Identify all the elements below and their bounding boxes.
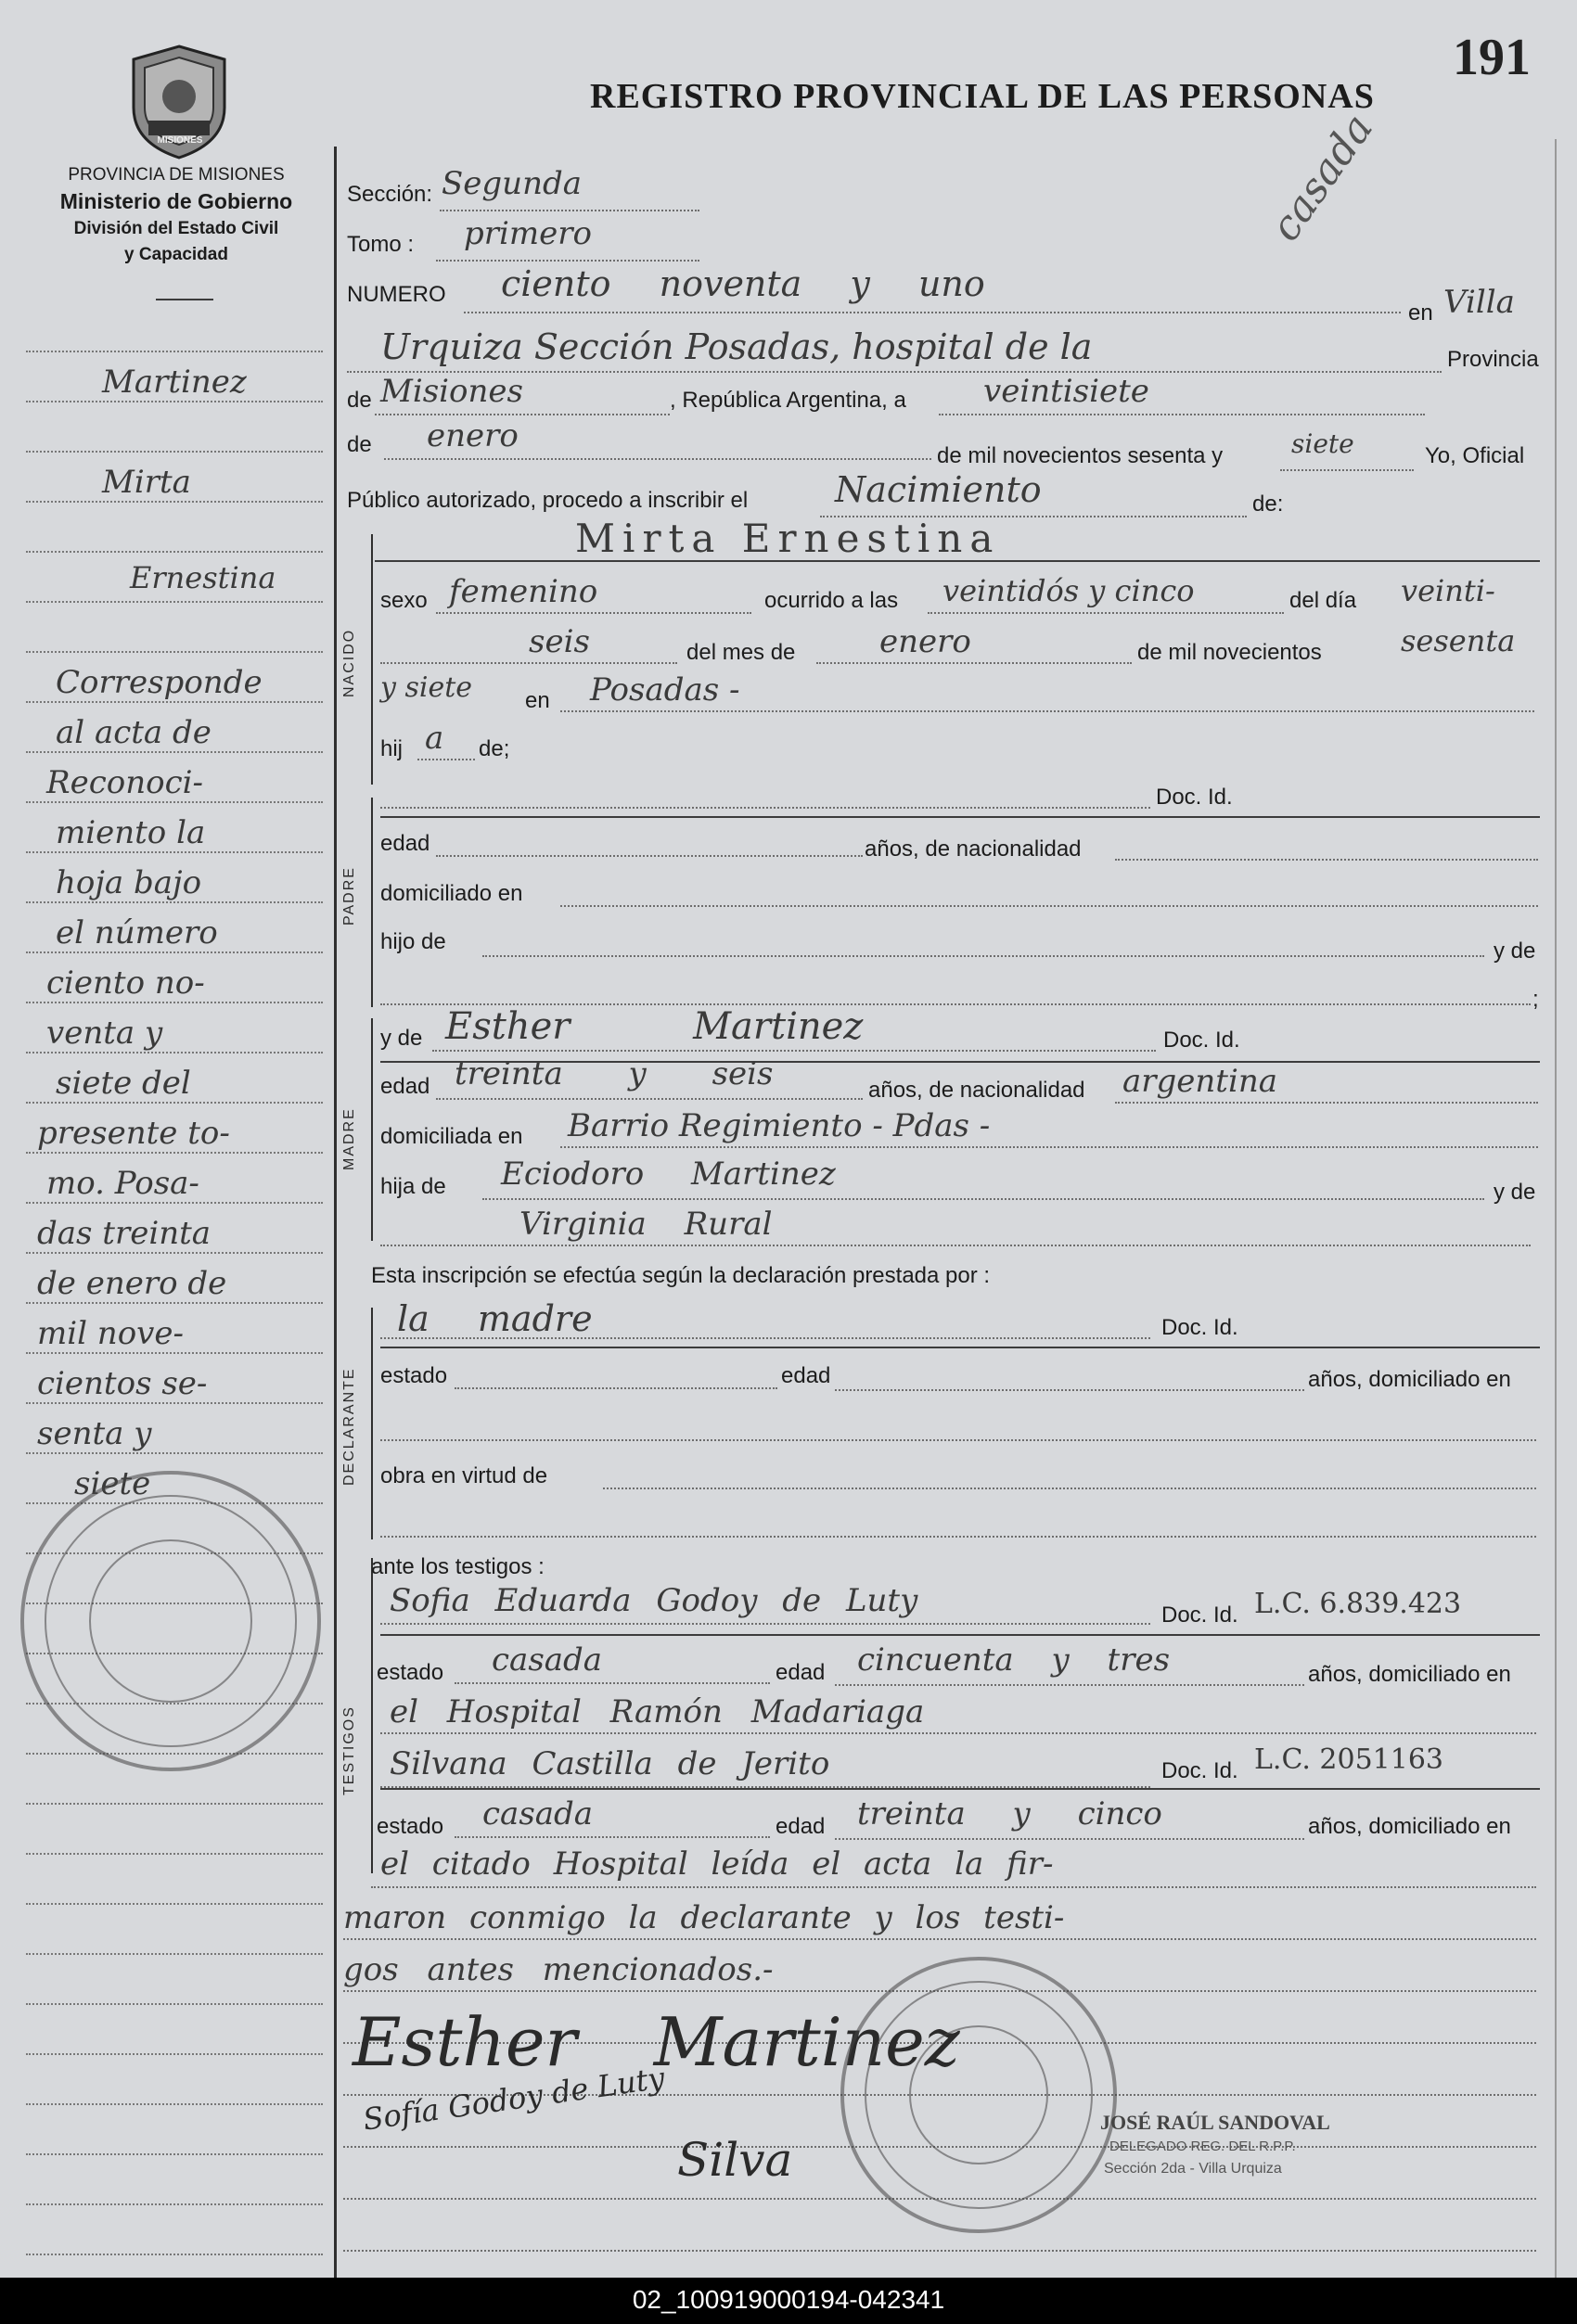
label-en-lugar-nac: en bbox=[525, 688, 550, 713]
official-stamp-name: JOSÉ RAÚL SANDOVAL bbox=[1100, 2111, 1330, 2134]
value-dia-2: seis bbox=[529, 623, 590, 660]
label-mil-sesenta: de mil novecientos sesenta y bbox=[937, 443, 1224, 468]
signature-testigo1: Sofía Godoy de Luty bbox=[360, 2060, 667, 2138]
label-estado-testigo1: estado bbox=[377, 1660, 444, 1685]
label-doc-id-madre: Doc. Id. bbox=[1163, 1028, 1240, 1053]
label-hijo-de-padre: hijo de bbox=[380, 929, 446, 954]
province-emblem bbox=[124, 43, 234, 161]
label-declaracion: Esta inscripción se efectúa según la declaración prestada por : bbox=[371, 1263, 991, 1288]
registry-seal-right bbox=[840, 1957, 1117, 2233]
value-lugar-nac: Posadas - bbox=[590, 671, 740, 709]
label-hija-de-madre: hija de bbox=[380, 1174, 446, 1199]
value-hora: veintidós y cinco bbox=[942, 573, 1195, 608]
label-semicolon-padre: ; bbox=[1532, 987, 1539, 1012]
label-doc-id-testigo1: Doc. Id. bbox=[1161, 1603, 1238, 1628]
value-numero: ciento noventa y uno bbox=[501, 263, 985, 304]
value-madre-y-de: Virginia Rural bbox=[519, 1206, 773, 1243]
label-de: de bbox=[347, 388, 372, 413]
section-label-declarante: DECLARANTE bbox=[341, 1367, 357, 1486]
value-madre-edad: treinta y seis bbox=[455, 1055, 774, 1092]
label-domiciliada-madre: domiciliada en bbox=[380, 1124, 523, 1149]
division-line-2: y Capacidad bbox=[124, 245, 228, 264]
value-anio-final: siete bbox=[1291, 428, 1354, 459]
value-testigo1-edad: cincuenta y tres bbox=[857, 1641, 1171, 1679]
margin-note-line: Reconoci- bbox=[46, 764, 204, 801]
label-edad-declarante: edad bbox=[781, 1363, 831, 1388]
section-label-testigos: TESTIGOS bbox=[341, 1705, 357, 1795]
label-edad-testigo1: edad bbox=[776, 1660, 826, 1685]
right-edge bbox=[1555, 139, 1557, 2278]
division-line-1: División del Estado Civil bbox=[73, 219, 279, 238]
margin-note-line: senta y bbox=[37, 1415, 152, 1452]
value-testigo1-dom: el Hospital Ramón Madariaga bbox=[390, 1693, 925, 1730]
label-y-de-padre: y de bbox=[1494, 939, 1536, 964]
value-testigo2-estado: casada bbox=[482, 1795, 594, 1832]
closing-line-2: gos antes mencionados.- bbox=[343, 1951, 774, 1988]
rule-nacido bbox=[371, 534, 373, 785]
value-mes: enero bbox=[427, 417, 519, 454]
label-seccion: Sección: bbox=[347, 182, 433, 207]
label-de-mil: de mil novecientos bbox=[1137, 640, 1322, 665]
margin-note-line: Corresponde bbox=[56, 664, 263, 701]
registry-seal-left bbox=[20, 1471, 321, 1771]
value-declarante: la madre bbox=[397, 1298, 593, 1339]
value-sexo: femenino bbox=[449, 573, 598, 610]
label-doc-id-padre: Doc. Id. bbox=[1156, 785, 1233, 810]
margin-note-line: al acta de bbox=[56, 714, 212, 751]
label-republica: , República Argentina, a bbox=[670, 388, 906, 413]
value-testigo2-nombre: Silvana Castilla de Jerito bbox=[390, 1745, 830, 1782]
value-acto: Nacimiento bbox=[835, 469, 1042, 510]
label-anos-nac-madre: años, de nacionalidad bbox=[868, 1078, 1085, 1103]
margin-note-line: cientos se- bbox=[37, 1365, 208, 1402]
label-doc-id-testigo2: Doc. Id. bbox=[1161, 1758, 1238, 1783]
value-madre-hija-de: Eciodoro Martinez bbox=[501, 1156, 836, 1193]
value-testigo2-doc: L.C. 2051163 bbox=[1254, 1743, 1444, 1776]
rule-declarante bbox=[371, 1308, 373, 1539]
margin-note-line: mil nove- bbox=[37, 1315, 184, 1352]
closing-line-1: maron conmigo la declarante y los testi- bbox=[343, 1899, 1065, 1936]
label-yo-oficial: Yo, Oficial bbox=[1425, 443, 1525, 468]
margin-rule bbox=[334, 147, 337, 2278]
header-rule bbox=[156, 299, 213, 300]
label-del-dia: del día bbox=[1289, 588, 1357, 613]
value-fecha-dia: veintisiete bbox=[983, 373, 1149, 410]
label-provincia: Provincia bbox=[1447, 347, 1539, 372]
label-estado-testigo2: estado bbox=[377, 1814, 444, 1839]
value-testigo1-doc: L.C. 6.839.423 bbox=[1254, 1588, 1462, 1620]
label-de-semicolon: de; bbox=[479, 736, 510, 761]
label-estado-declarante: estado bbox=[380, 1363, 448, 1388]
margin-note-line: ciento no- bbox=[46, 964, 205, 1002]
rule-testigos bbox=[371, 1558, 373, 1873]
label-obra: obra en virtud de bbox=[380, 1463, 548, 1488]
value-madre-nacionalidad: argentina bbox=[1122, 1063, 1278, 1100]
value-lugar-line2: Urquiza Sección Posadas, hospital de la bbox=[380, 326, 1093, 367]
margin-note-line: Ernestina bbox=[130, 560, 276, 595]
diagonal-annotation: casada bbox=[1262, 105, 1383, 250]
footer-bar bbox=[0, 2278, 1577, 2324]
value-testigo1-estado: casada bbox=[492, 1641, 603, 1679]
value-seccion: Segunda bbox=[442, 165, 583, 202]
label-del-mes: del mes de bbox=[686, 640, 796, 665]
margin-note-line: Mirta bbox=[102, 464, 191, 501]
registry-title: REGISTRO PROVINCIAL DE LAS PERSONAS bbox=[590, 77, 1375, 116]
section-label-nacido: NACIDO bbox=[341, 628, 357, 697]
margin-note-line: siete bbox=[74, 1465, 151, 1502]
emblem-label: MISIONES bbox=[157, 135, 203, 146]
label-anos-dom-testigo2: años, domiciliado en bbox=[1308, 1814, 1511, 1839]
official-stamp-line2: DELEGADO REG. DEL R.P.P. bbox=[1109, 2139, 1296, 2154]
margin-note-line: hoja bajo bbox=[56, 864, 202, 901]
page-number: 191 bbox=[1453, 29, 1531, 86]
label-anos-dom-declarante: años, domiciliado en bbox=[1308, 1367, 1511, 1392]
section-label-padre: PADRE bbox=[341, 866, 357, 926]
margin-note-line: venta y bbox=[46, 1015, 163, 1052]
value-dia: veinti- bbox=[1401, 573, 1495, 608]
label-tomo: Tomo : bbox=[347, 232, 415, 257]
label-doc-id-declarante: Doc. Id. bbox=[1161, 1315, 1238, 1340]
value-en-lugar: Villa bbox=[1443, 284, 1515, 321]
margin-note-line: siete del bbox=[56, 1065, 191, 1102]
signature-testigo2: Silva bbox=[677, 2133, 793, 2187]
section-label-madre: MADRE bbox=[341, 1107, 357, 1170]
label-ocurrido: ocurrido a las bbox=[764, 588, 899, 613]
label-hij: hij bbox=[380, 736, 404, 761]
label-edad-padre: edad bbox=[380, 831, 430, 856]
value-anio-nac-2: y siete bbox=[380, 671, 473, 704]
province-name: PROVINCIA DE MISIONES bbox=[68, 165, 285, 185]
label-en: en bbox=[1408, 300, 1433, 326]
label-testigos: ante los testigos : bbox=[371, 1554, 545, 1579]
ministry-name: Ministerio de Gobierno bbox=[59, 189, 293, 213]
label-edad-madre: edad bbox=[380, 1074, 430, 1099]
margin-note-line: de enero de bbox=[37, 1265, 227, 1302]
value-testigo1-nombre: Sofia Eduarda Godoy de Luty bbox=[390, 1582, 918, 1619]
value-madre-nombre: Esther Martinez bbox=[445, 1005, 864, 1048]
label-y-de-madre: y de bbox=[380, 1026, 423, 1051]
label-sexo: sexo bbox=[380, 588, 428, 613]
label-numero: NUMERO bbox=[347, 282, 446, 307]
footer-filename: 02_100919000194-042341 bbox=[632, 2285, 945, 2314]
margin-note-line: das treinta bbox=[37, 1215, 212, 1252]
value-testigo2-edad: treinta y cinco bbox=[857, 1795, 1162, 1832]
value-testigo2-dom: el citado Hospital leída el acta la fir- bbox=[380, 1845, 1054, 1883]
value-hij-suffix: a bbox=[425, 720, 444, 757]
label-anos-dom-testigo1: años, domiciliado en bbox=[1308, 1662, 1511, 1687]
margin-note-line: el número bbox=[56, 914, 218, 951]
rule-padre bbox=[371, 798, 373, 1007]
margin-note-line: presente to- bbox=[37, 1115, 230, 1152]
margin-note-line: miento la bbox=[56, 814, 206, 851]
label-edad-testigo2: edad bbox=[776, 1814, 826, 1839]
value-nombre: Mirta Ernestina bbox=[575, 516, 1001, 561]
official-stamp-line3: Sección 2da - Villa Urquiza bbox=[1104, 2161, 1282, 2177]
rule-madre bbox=[371, 1018, 373, 1241]
label-de-2: de bbox=[347, 432, 372, 457]
value-tomo: primero bbox=[464, 215, 592, 252]
signature-madre: Esther Martinez bbox=[353, 2003, 960, 2081]
label-publico: Público autorizado, procedo a inscribir el bbox=[347, 488, 749, 513]
value-provincia: Misiones bbox=[380, 373, 523, 410]
label-anos-nac-padre: años, de nacionalidad bbox=[865, 836, 1082, 862]
value-mes-nac: enero bbox=[879, 623, 971, 660]
margin-note-line: Martinez bbox=[102, 364, 247, 401]
value-madre-domicilio: Barrio Regimiento - Pdas - bbox=[568, 1107, 991, 1144]
margin-note-line: mo. Posa- bbox=[46, 1165, 199, 1202]
label-y-de-madre-2: y de bbox=[1494, 1180, 1536, 1205]
value-anio-nac-1: sesenta bbox=[1401, 623, 1516, 658]
label-de-colon: de: bbox=[1252, 492, 1284, 517]
label-domiciliado-padre: domiciliado en bbox=[380, 881, 523, 906]
